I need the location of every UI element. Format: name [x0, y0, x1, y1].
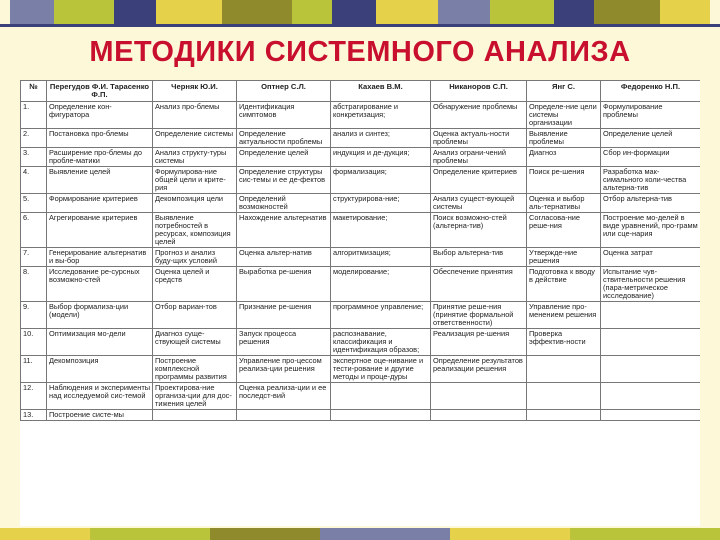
- table-cell: Формулирова-ние общей цели и крите-рия: [153, 167, 237, 194]
- deco-block: [222, 0, 292, 26]
- table-cell: [527, 356, 601, 383]
- table-cell: [601, 302, 701, 329]
- table-cell: Управление про-менением решения: [527, 302, 601, 329]
- table-cell: [331, 410, 431, 421]
- table-cell: Построение комплексной программы развития: [153, 356, 237, 383]
- table-cell: [601, 410, 701, 421]
- deco-block: [0, 528, 90, 540]
- table-cell: Оценка затрат: [601, 248, 701, 267]
- table-cell: Прогноз и анализ буду-щих условий: [153, 248, 237, 267]
- deco-block: [156, 0, 222, 26]
- table-row: [21, 410, 701, 421]
- table-cell: Анализ структу-туры системы: [153, 148, 237, 167]
- table-cell: Диагноз: [527, 148, 601, 167]
- table-cell: Оценка и выбор аль-тернативы: [527, 194, 601, 213]
- table-cell: Реализация ре-шения: [431, 329, 527, 356]
- table-cell: распознавание, классификация и идентификация образов;: [331, 329, 431, 356]
- table-cell: Выбор альтерна-тив: [431, 248, 527, 267]
- deco-block: [292, 0, 332, 26]
- table-cell: Выбор формализа-ции (модели): [47, 302, 153, 329]
- row-number-cell: 12.: [21, 383, 47, 410]
- table-cell: Подготовка к вводу в действие: [527, 267, 601, 302]
- table-cell: экспертное оце-нивание и тести-рование и другие методы и проце-дуры: [331, 356, 431, 383]
- methods-table-container: [20, 80, 700, 526]
- row-number-cell: 11.: [21, 356, 47, 383]
- table-cell: Определе-ние цели системы организации: [527, 102, 601, 129]
- deco-block: [90, 528, 210, 540]
- deco-block: [570, 528, 720, 540]
- deco-block: [376, 0, 438, 26]
- table-cell: Агрегирование критериев: [47, 213, 153, 248]
- table-cell: Определение целей: [601, 129, 701, 148]
- table-cell: Диагноз суще-ствующей системы: [153, 329, 237, 356]
- table-cell: Проектирова-ние организа-ции для дос-тижения целей: [153, 383, 237, 410]
- table-cell: Обнаружение проблемы: [431, 102, 527, 129]
- table-cell: [527, 383, 601, 410]
- table-cell: Определение системы: [153, 129, 237, 148]
- table-cell: [601, 329, 701, 356]
- table-cell: Оценка целей и средств: [153, 267, 237, 302]
- table-cell: Определение кон-фигуратора: [47, 102, 153, 129]
- deco-block: [210, 528, 320, 540]
- column-header-number: №: [21, 81, 47, 102]
- table-row: [21, 302, 701, 329]
- table-cell: Определение критериев: [431, 167, 527, 194]
- methods-table: [20, 80, 700, 421]
- table-cell: Выявление целей: [47, 167, 153, 194]
- table-cell: Выявление потребностей в ресурсах, композиция целей: [153, 213, 237, 248]
- table-cell: моделирование;: [331, 267, 431, 302]
- table-row: [21, 248, 701, 267]
- table-cell: Обеспечение принятия: [431, 267, 527, 302]
- table-cell: Анализ ограни-чений проблемы: [431, 148, 527, 167]
- row-number-cell: 9.: [21, 302, 47, 329]
- column-header-author: Кахаев В.М.: [331, 81, 431, 102]
- deco-block: [490, 0, 554, 26]
- table-cell: Определений возможностей: [237, 194, 331, 213]
- table-cell: Анализ сущест-вующей системы: [431, 194, 527, 213]
- table-cell: Оптимизация мо-дели: [47, 329, 153, 356]
- table-row: [21, 329, 701, 356]
- table-cell: Формулирование проблемы: [601, 102, 701, 129]
- table-row: [21, 148, 701, 167]
- table-cell: Определение целей: [237, 148, 331, 167]
- table-cell: Управление про-цессом реализа-ции решения: [237, 356, 331, 383]
- deco-block: [114, 0, 156, 26]
- table-row: [21, 167, 701, 194]
- row-number-cell: 2.: [21, 129, 47, 148]
- table-cell: [431, 383, 527, 410]
- column-header-author: Никаноров С.П.: [431, 81, 527, 102]
- table-cell: Генерирование альтернатив и вы-бор: [47, 248, 153, 267]
- deco-strip: [0, 24, 720, 27]
- table-row: [21, 213, 701, 248]
- table-cell: Определение структуры сис-темы и ее де-фектов: [237, 167, 331, 194]
- row-number-cell: 6.: [21, 213, 47, 248]
- table-cell: [601, 383, 701, 410]
- table-cell: Запуск процесса решения: [237, 329, 331, 356]
- table-row: [21, 356, 701, 383]
- row-number-cell: 8.: [21, 267, 47, 302]
- column-header-author: Оптнер С.Л.: [237, 81, 331, 102]
- table-cell: формализация;: [331, 167, 431, 194]
- column-header-author: Перегудов Ф.И. Тарасенко Ф.П.: [47, 81, 153, 102]
- table-cell: Построение систе-мы: [47, 410, 153, 421]
- table-cell: Исследование ре-сурсных возможно-стей: [47, 267, 153, 302]
- table-cell: Оценка альтер-натив: [237, 248, 331, 267]
- row-number-cell: 1.: [21, 102, 47, 129]
- table-cell: Определение актуальности проблемы: [237, 129, 331, 148]
- table-cell: Отбор альтерна-тив: [601, 194, 701, 213]
- row-number-cell: 4.: [21, 167, 47, 194]
- table-cell: [237, 410, 331, 421]
- table-row: [21, 194, 701, 213]
- table-cell: [601, 356, 701, 383]
- table-cell: макетирование;: [331, 213, 431, 248]
- table-cell: [331, 383, 431, 410]
- deco-block: [320, 528, 450, 540]
- table-cell: Поиск возможно-стей (альтерна-тив): [431, 213, 527, 248]
- table-cell: [431, 410, 527, 421]
- top-decoration-band: [0, 0, 720, 26]
- row-number-cell: 3.: [21, 148, 47, 167]
- column-header-author: Янг С.: [527, 81, 601, 102]
- page-title: МЕТОДИКИ СИСТЕМНОГО АНАЛИЗА: [89, 36, 631, 68]
- table-cell: Расширение про-блемы до пробле-матики: [47, 148, 153, 167]
- table-cell: анализ и синтез;: [331, 129, 431, 148]
- deco-block: [450, 528, 570, 540]
- table-row: [21, 383, 701, 410]
- table-cell: Построение мо-делей в виде уравнений, про-грамм или сце-нария: [601, 213, 701, 248]
- table-header-row: [21, 81, 701, 102]
- table-row: [21, 102, 701, 129]
- table-cell: Постановка про-блемы: [47, 129, 153, 148]
- table-cell: Декомпозиция: [47, 356, 153, 383]
- table-body: [21, 102, 701, 421]
- table-cell: Нахождение альтернатив: [237, 213, 331, 248]
- table-cell: Выявление проблемы: [527, 129, 601, 148]
- row-number-cell: 5.: [21, 194, 47, 213]
- table-cell: Поиск ре-шения: [527, 167, 601, 194]
- table-cell: Формирование критериев: [47, 194, 153, 213]
- table-row: [21, 129, 701, 148]
- table-cell: Определение результатов реализации решения: [431, 356, 527, 383]
- deco-block: [54, 0, 114, 26]
- table-cell: Оценка актуаль-ности проблемы: [431, 129, 527, 148]
- table-cell: Принятие реше-ния (принятие формальной ответственности): [431, 302, 527, 329]
- table-cell: Разработка мак-симального коли-чества альтерна-тив: [601, 167, 701, 194]
- table-cell: Проверка эффектив-ности: [527, 329, 601, 356]
- table-cell: Наблюдения и эксперименты над исследуемой сис-темой: [47, 383, 153, 410]
- table-cell: индукция и де-дукция;: [331, 148, 431, 167]
- table-cell: Идентификация симптомов: [237, 102, 331, 129]
- table-cell: Отбор вариан-тов: [153, 302, 237, 329]
- column-header-author: Черняк Ю.И.: [153, 81, 237, 102]
- table-cell: структурирова-ние;: [331, 194, 431, 213]
- deco-block: [438, 0, 490, 26]
- table-cell: Выработка ре-шения: [237, 267, 331, 302]
- table-row: [21, 267, 701, 302]
- bottom-decoration-band: [0, 528, 720, 540]
- deco-block: [332, 0, 376, 26]
- table-cell: алгоритмизация;: [331, 248, 431, 267]
- table-cell: Анализ про-блемы: [153, 102, 237, 129]
- table-cell: Оценка реализа-ции и ее последст-вий: [237, 383, 331, 410]
- column-header-author: Федоренко Н.П.: [601, 81, 701, 102]
- table-cell: [153, 410, 237, 421]
- row-number-cell: 10.: [21, 329, 47, 356]
- table-cell: Утвержде-ние решения: [527, 248, 601, 267]
- table-cell: Декомпозиция цели: [153, 194, 237, 213]
- deco-block: [660, 0, 710, 26]
- row-number-cell: 13.: [21, 410, 47, 421]
- deco-block: [10, 0, 54, 26]
- table-cell: Признание ре-шения: [237, 302, 331, 329]
- table-cell: Согласова-ние реше-ния: [527, 213, 601, 248]
- row-number-cell: 7.: [21, 248, 47, 267]
- table-cell: абстрагирование и конкретизация;: [331, 102, 431, 129]
- deco-block: [554, 0, 594, 26]
- table-cell: [527, 410, 601, 421]
- table-cell: Сбор ин-формации: [601, 148, 701, 167]
- table-cell: программное управление;: [331, 302, 431, 329]
- deco-block: [594, 0, 660, 26]
- table-cell: Испытание чув-ствительности решения (пара-метрическое исследование): [601, 267, 701, 302]
